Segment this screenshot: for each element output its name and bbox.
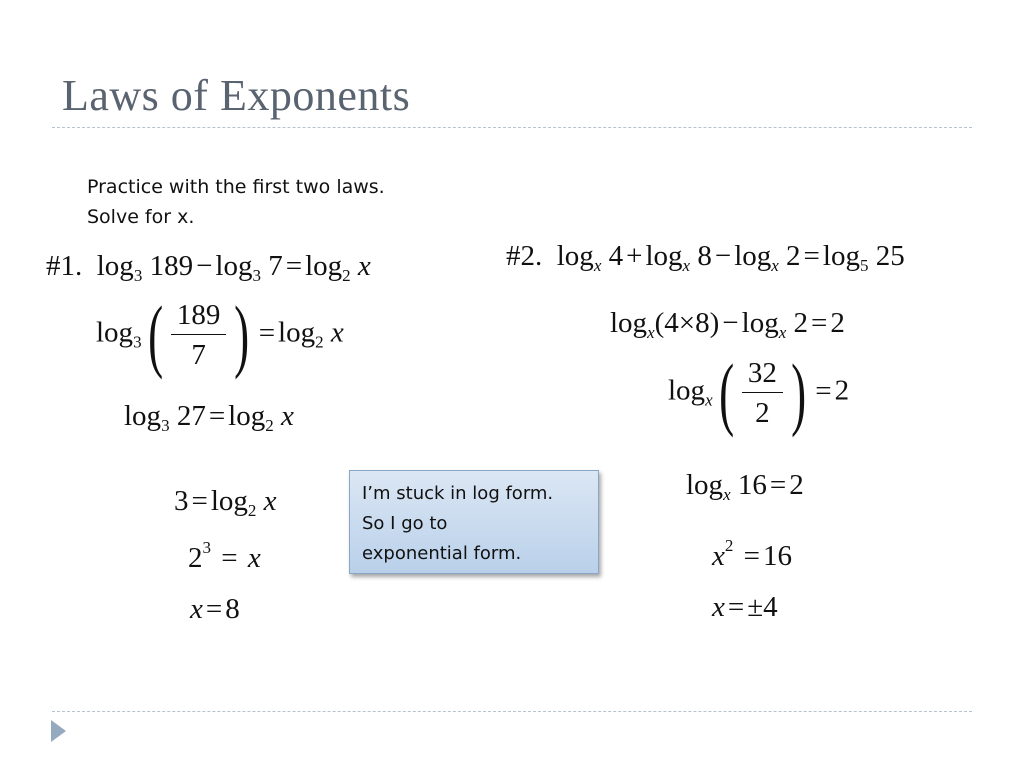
problem2-line2: $\log_x(4\times 8) - \log_x 2 = 2$ [610, 307, 845, 342]
denominator: 7 [191, 338, 206, 371]
log-base: 3 [133, 332, 142, 352]
title-divider [52, 127, 972, 128]
problem1-label: #1. [46, 250, 83, 282]
variable: x [712, 591, 725, 623]
rhs: 2 [834, 374, 850, 407]
triangle-right-icon[interactable] [51, 720, 66, 742]
variable: x [357, 250, 371, 282]
lhs: 3 [174, 485, 189, 517]
variable: x [190, 593, 203, 625]
log-base: x [647, 323, 655, 342]
variable: x [712, 540, 725, 572]
rhs: 2 [830, 307, 845, 339]
log-base: 2 [342, 266, 351, 285]
log-base: 5 [859, 256, 869, 275]
log-arg: 2 [793, 307, 808, 339]
variable: x [247, 542, 261, 574]
problem1-line1: #1. $\log_3 189 - \log_3 7 = \log_2 x$ [46, 250, 371, 285]
log-base: x [682, 256, 691, 275]
rhs: 16 [762, 540, 792, 572]
problem2-label: #2. [506, 240, 543, 272]
log-arg: 27 [176, 400, 206, 432]
log-arg: 8 [697, 240, 712, 272]
problem1-line2: $\log_3$ ( $\frac{189}{7}$ ) = $\log_2 x$ [96, 289, 344, 380]
instruction-line-2: Solve for x. [87, 206, 195, 228]
problem2-line6: x = ±4 [712, 591, 778, 623]
variable: x [330, 316, 344, 349]
footer-divider [52, 711, 972, 712]
log-base: x [705, 390, 713, 410]
log-arg: 16 [737, 469, 767, 501]
callout-line-3: exponential form. [362, 543, 522, 564]
exponent: 3 [202, 538, 211, 557]
log-base: 3 [133, 266, 143, 285]
instructions [87, 172, 385, 232]
numerator: 32 [742, 359, 783, 393]
variable: x [263, 485, 277, 517]
log-base: 3 [252, 266, 261, 285]
instruction-line-1: Practice with the first two laws. [87, 176, 385, 198]
log-base: x [593, 256, 602, 275]
log-base: x [771, 256, 779, 275]
log-arg: 2 [786, 240, 801, 272]
exponent: 2 [724, 536, 734, 555]
fraction [171, 298, 227, 371]
slide-title: Laws of Exponents [62, 71, 411, 120]
log-arg: 189 [149, 250, 194, 282]
log-arg: 4 [608, 240, 624, 272]
problem2-line1: #2. $\log_x 4 + \log_x 8 - \log_x 2 = \log_5 25$ [506, 240, 905, 275]
problem1-line5: $2^3 = x$ [188, 538, 261, 574]
log-arg: (4×8) [654, 307, 720, 339]
rhs: 2 [789, 469, 804, 501]
callout-box [349, 470, 599, 574]
callout-line-1: I’m stuck in log form. [362, 483, 554, 504]
log-arg: 7 [268, 250, 283, 282]
log-base: 3 [161, 416, 170, 435]
problem1-line4: $3 = \log_2 x$ [174, 485, 277, 520]
variable: x [280, 400, 294, 432]
denominator: 2 [755, 396, 770, 429]
problem2-line5: $x^2 = 16$ [712, 536, 792, 572]
problem1-line3: $\log_3 27 = \log_2 x$ [124, 400, 294, 435]
log-base: 2 [265, 416, 274, 435]
log-base: 2 [247, 501, 257, 520]
log-base: x [778, 323, 787, 342]
fraction [742, 356, 783, 429]
log-arg: 25 [875, 240, 905, 272]
problem2-line4: $\log_x 16 = 2$ [686, 469, 804, 504]
solution-value: ±4 [747, 591, 778, 623]
problem2-line3: $\log_x$ ( $\frac{32}{2}$ ) = 2 [668, 347, 850, 438]
numerator: 189 [171, 301, 227, 335]
solution-value: 8 [225, 593, 240, 625]
log-base: x [723, 485, 731, 504]
log-base: 2 [315, 332, 324, 352]
problem1-line6: x = 8 [190, 593, 240, 625]
callout-line-2: So I go to [362, 513, 448, 534]
power-base: 2 [188, 542, 203, 574]
